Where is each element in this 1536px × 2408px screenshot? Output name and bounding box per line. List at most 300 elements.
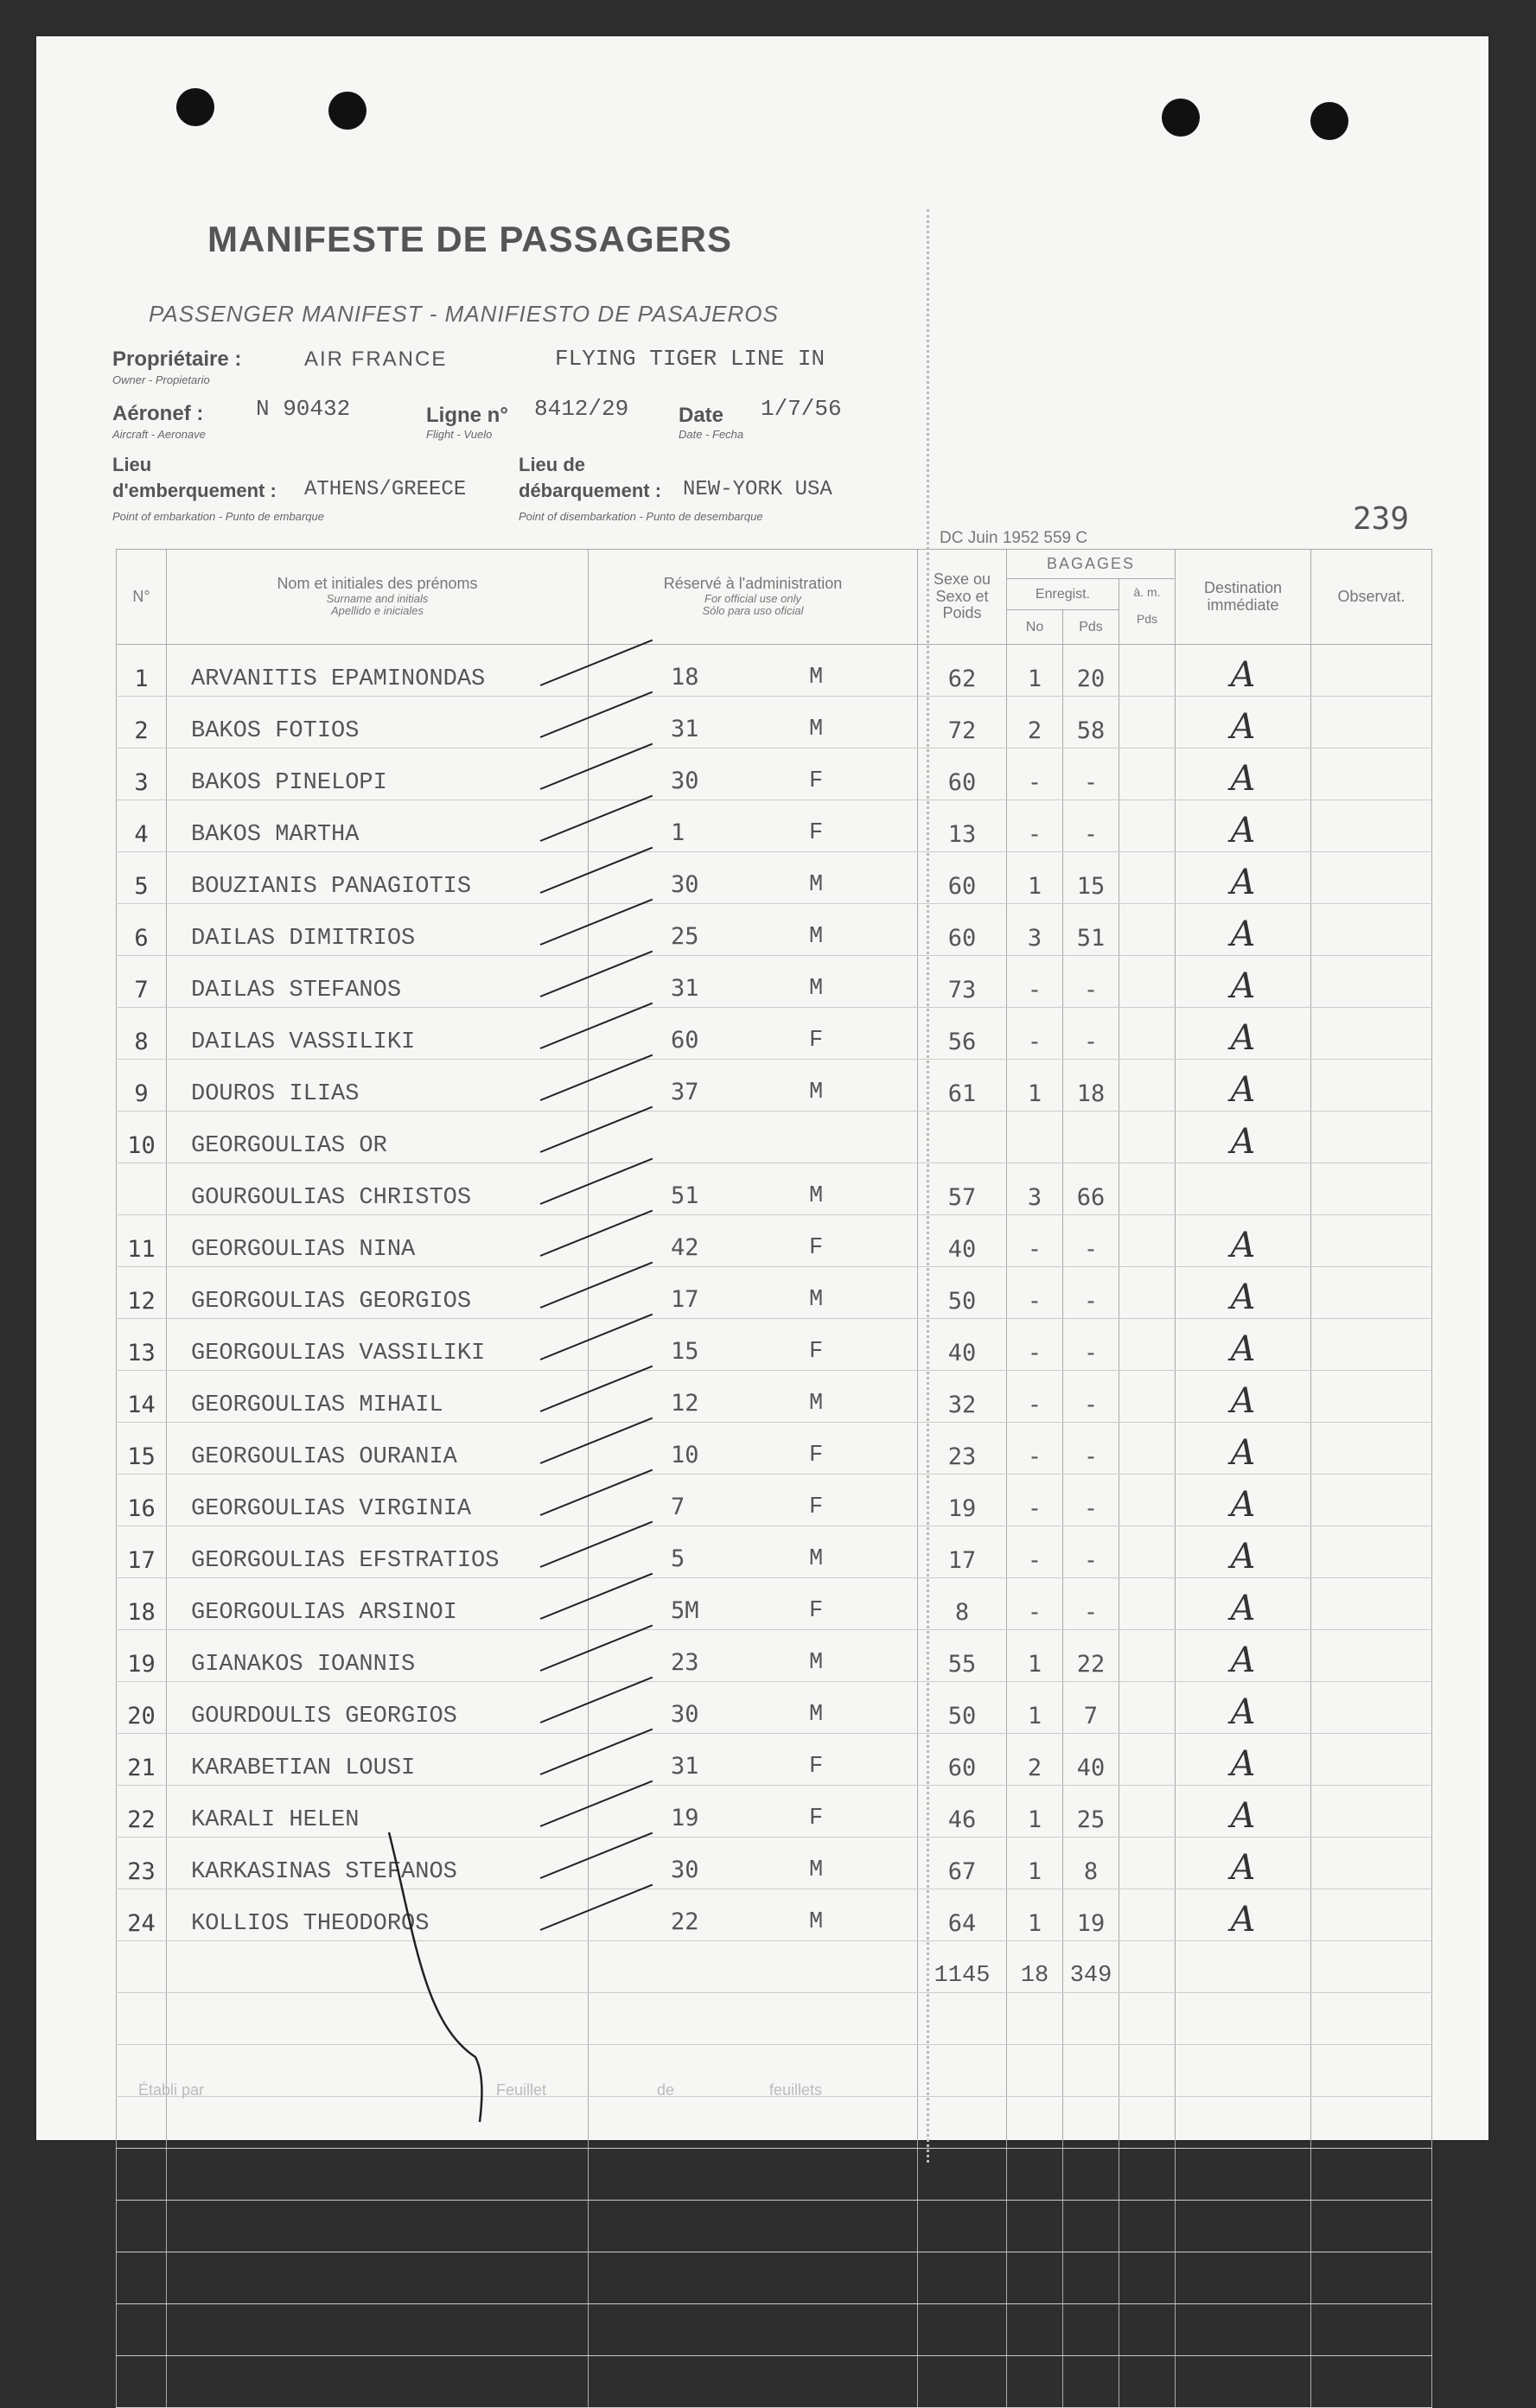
owner-sublabel: Owner - Propietario xyxy=(112,373,210,386)
passenger-sex: F xyxy=(809,1028,824,1054)
passenger-age: 30 xyxy=(671,1701,699,1728)
passenger-admin xyxy=(589,956,918,1008)
empty-cell xyxy=(1176,2149,1311,2201)
empty-cell xyxy=(117,1993,167,2045)
line-label: Ligne n° xyxy=(426,404,508,427)
destination-mark: A xyxy=(1176,1682,1311,1734)
passenger-weight: 17 xyxy=(918,1526,1007,1578)
passenger-row xyxy=(117,1838,1432,1889)
passenger-row xyxy=(117,1112,1432,1163)
observation xyxy=(1311,1163,1432,1215)
baggage-count: - xyxy=(1007,1319,1063,1371)
blank-row xyxy=(117,2097,1432,2149)
passenger-weight: 61 xyxy=(918,1060,1007,1112)
empty-cell xyxy=(1007,2097,1063,2149)
passenger-sex: F xyxy=(809,1443,824,1468)
empty-cell xyxy=(1063,2149,1119,2201)
aircraft-value: N 90432 xyxy=(256,396,351,422)
passenger-name: GOURDOULIS GEORGIOS xyxy=(167,1682,589,1734)
passenger-row xyxy=(117,1163,1432,1215)
observation xyxy=(1311,1578,1432,1630)
spacer xyxy=(589,1941,918,1993)
baggage-weight: - xyxy=(1063,1475,1119,1526)
destination-mark: A xyxy=(1176,1060,1311,1112)
passenger-row xyxy=(117,1267,1432,1319)
total-weight: 1145 xyxy=(918,1941,1007,1993)
observation xyxy=(1311,1008,1432,1060)
passenger-weight: 50 xyxy=(918,1682,1007,1734)
passenger-age: 37 xyxy=(671,1079,699,1105)
hand-baggage xyxy=(1119,800,1176,852)
passenger-name: ARVANITIS EPAMINONDAS xyxy=(167,645,589,697)
footer-prepared-by: Établi par xyxy=(138,2081,205,2099)
empty-cell xyxy=(1176,2252,1311,2304)
passenger-age: 31 xyxy=(671,716,699,742)
hand-baggage xyxy=(1119,1008,1176,1060)
footer-of: de xyxy=(657,2081,675,2099)
observation xyxy=(1311,1267,1432,1319)
passenger-number: 3 xyxy=(117,749,167,800)
destination-mark: A xyxy=(1176,1215,1311,1267)
passenger-weight: 60 xyxy=(918,904,1007,956)
passenger-row xyxy=(117,1423,1432,1475)
passenger-row xyxy=(117,1215,1432,1267)
hand-baggage xyxy=(1119,645,1176,697)
destination-mark: A xyxy=(1176,904,1311,956)
empty-cell xyxy=(918,2097,1007,2149)
passenger-number: 16 xyxy=(117,1475,167,1526)
punch-hole xyxy=(328,92,366,130)
passenger-number: 5 xyxy=(117,852,167,904)
passenger-name: BAKOS PINELOPI xyxy=(167,749,589,800)
passenger-weight: 57 xyxy=(918,1163,1007,1215)
baggage-weight: 51 xyxy=(1063,904,1119,956)
punch-hole xyxy=(1162,99,1200,137)
empty-cell xyxy=(1063,2201,1119,2252)
baggage-count: - xyxy=(1007,1475,1063,1526)
passenger-weight xyxy=(918,1112,1007,1163)
passenger-admin xyxy=(589,1734,918,1786)
passenger-number: 21 xyxy=(117,1734,167,1786)
baggage-weight: - xyxy=(1063,1371,1119,1423)
empty-cell xyxy=(1119,1993,1176,2045)
passenger-number: 20 xyxy=(117,1682,167,1734)
passenger-row xyxy=(117,1526,1432,1578)
baggage-weight: 7 xyxy=(1063,1682,1119,1734)
empty-cell xyxy=(1176,2201,1311,2252)
passenger-row xyxy=(117,956,1432,1008)
empty-cell xyxy=(918,2304,1007,2356)
destination-mark: A xyxy=(1176,645,1311,697)
passenger-age: 31 xyxy=(671,1753,699,1780)
empty-cell xyxy=(589,1993,918,2045)
baggage-count: - xyxy=(1007,1215,1063,1267)
col-admin-en: For official use only xyxy=(704,592,801,606)
hand-baggage xyxy=(1119,1112,1176,1163)
destination-mark: A xyxy=(1176,1423,1311,1475)
baggage-count: - xyxy=(1007,1423,1063,1475)
empty-cell xyxy=(1063,2356,1119,2408)
col-name-en: Surname and initials xyxy=(326,592,429,606)
passenger-weight: 56 xyxy=(918,1008,1007,1060)
blank-row xyxy=(117,2149,1432,2201)
empty-cell xyxy=(589,2304,918,2356)
observation xyxy=(1311,1526,1432,1578)
passenger-sex: F xyxy=(809,768,824,794)
baggage-count: 1 xyxy=(1007,1889,1063,1941)
hand-baggage xyxy=(1119,1267,1176,1319)
empty-cell xyxy=(1007,2304,1063,2356)
empty-cell xyxy=(167,2201,589,2252)
empty-cell xyxy=(1311,2201,1432,2252)
empty-cell xyxy=(918,2201,1007,2252)
col-hand-pds: Pds xyxy=(1136,611,1158,626)
passenger-name: DAILAS DIMITRIOS xyxy=(167,904,589,956)
passenger-name: DAILAS STEFANOS xyxy=(167,956,589,1008)
passenger-name: DOUROS ILIAS xyxy=(167,1060,589,1112)
hand-baggage xyxy=(1119,852,1176,904)
observation xyxy=(1311,1371,1432,1423)
passenger-row xyxy=(117,1889,1432,1941)
baggage-weight: - xyxy=(1063,1578,1119,1630)
baggage-weight: 22 xyxy=(1063,1630,1119,1682)
baggage-weight: 25 xyxy=(1063,1786,1119,1838)
baggage-count: - xyxy=(1007,956,1063,1008)
destination-mark: A xyxy=(1176,1526,1311,1578)
passenger-age: 10 xyxy=(671,1442,699,1468)
passenger-name: GOURGOULIAS CHRISTOS xyxy=(167,1163,589,1215)
passenger-admin xyxy=(589,852,918,904)
line-sublabel: Flight - Vuelo xyxy=(426,428,493,441)
empty-cell xyxy=(1119,2304,1176,2356)
empty-cell xyxy=(1311,2097,1432,2149)
hand-baggage xyxy=(1119,697,1176,749)
passenger-name: GEORGOULIAS MIHAIL xyxy=(167,1371,589,1423)
passenger-age: 1 xyxy=(671,819,685,846)
disembark-label-1: Lieu de xyxy=(519,454,586,475)
baggage-weight: 20 xyxy=(1063,645,1119,697)
passenger-number: 17 xyxy=(117,1526,167,1578)
observation xyxy=(1311,749,1432,800)
passenger-admin xyxy=(589,1630,918,1682)
blank-row xyxy=(117,2201,1432,2252)
spacer xyxy=(1176,1941,1311,1993)
total-bags: 18 xyxy=(1007,1941,1063,1993)
passenger-name: GEORGOULIAS NINA xyxy=(167,1215,589,1267)
hand-baggage xyxy=(1119,1475,1176,1526)
owner-printed: AIR FRANCE xyxy=(304,347,448,371)
passenger-admin xyxy=(589,697,918,749)
destination-mark: A xyxy=(1176,1112,1311,1163)
spacer xyxy=(1119,1941,1176,1993)
observation xyxy=(1311,1734,1432,1786)
hand-baggage xyxy=(1119,1060,1176,1112)
blank-row xyxy=(117,2356,1432,2408)
col-bags-no-header: No xyxy=(1007,610,1063,645)
passenger-sex: F xyxy=(809,1339,824,1365)
passenger-sex: M xyxy=(809,1080,824,1105)
passenger-row xyxy=(117,1786,1432,1838)
baggage-count: - xyxy=(1007,1371,1063,1423)
destination-mark: A xyxy=(1176,1889,1311,1941)
spacer xyxy=(117,1941,167,1993)
destination-mark: A xyxy=(1176,749,1311,800)
blank-row xyxy=(117,1993,1432,2045)
form-reference: DC Juin 1952 559 C xyxy=(940,529,1088,547)
hand-baggage xyxy=(1119,1630,1176,1682)
baggage-weight: - xyxy=(1063,800,1119,852)
destination-mark: A xyxy=(1176,852,1311,904)
passenger-row xyxy=(117,1734,1432,1786)
observation xyxy=(1311,904,1432,956)
passenger-number: 18 xyxy=(117,1578,167,1630)
empty-cell xyxy=(117,2304,167,2356)
passenger-name: GEORGOULIAS EFSTRATIOS xyxy=(167,1526,589,1578)
passenger-age: 42 xyxy=(671,1234,699,1261)
passenger-sex: M xyxy=(809,872,824,898)
owner-label: Propriétaire : xyxy=(112,347,242,371)
passenger-row xyxy=(117,1371,1432,1423)
passenger-name: GEORGOULIAS GEORGIOS xyxy=(167,1267,589,1319)
destination-mark: A xyxy=(1176,697,1311,749)
baggage-count: 2 xyxy=(1007,697,1063,749)
passenger-number: 6 xyxy=(117,904,167,956)
observation xyxy=(1311,1060,1432,1112)
passenger-name: BAKOS MARTHA xyxy=(167,800,589,852)
observation xyxy=(1311,800,1432,852)
passenger-name: KARKASINAS STEFANOS xyxy=(167,1838,589,1889)
passenger-admin xyxy=(589,1371,918,1423)
passenger-row xyxy=(117,852,1432,904)
hand-baggage xyxy=(1119,1163,1176,1215)
blank-row xyxy=(117,2252,1432,2304)
col-baggage-header: BAGAGES xyxy=(1007,550,1176,579)
empty-cell xyxy=(589,2149,918,2201)
blank-row xyxy=(117,2304,1432,2356)
empty-cell xyxy=(589,2201,918,2252)
col-hand-label: à. m. xyxy=(1133,585,1161,599)
passenger-age: 17 xyxy=(671,1286,699,1313)
empty-cell xyxy=(1119,2201,1176,2252)
passenger-admin xyxy=(589,1112,918,1163)
passenger-admin xyxy=(589,1163,918,1215)
empty-cell xyxy=(117,2252,167,2304)
baggage-weight: - xyxy=(1063,1423,1119,1475)
baggage-count: - xyxy=(1007,1526,1063,1578)
destination-mark: A xyxy=(1176,1371,1311,1423)
empty-cell xyxy=(589,2097,918,2149)
passenger-name: KARALI HELEN xyxy=(167,1786,589,1838)
destination-mark xyxy=(1176,1163,1311,1215)
passenger-admin xyxy=(589,1475,918,1526)
col-name-header xyxy=(167,550,589,645)
punch-hole xyxy=(176,88,214,126)
empty-cell xyxy=(167,1993,589,2045)
passenger-weight: 50 xyxy=(918,1267,1007,1319)
hand-baggage xyxy=(1119,1889,1176,1941)
passenger-row xyxy=(117,645,1432,697)
passenger-number: 1 xyxy=(117,645,167,697)
passenger-row xyxy=(117,1682,1432,1734)
col-bags-pds-header: Pds xyxy=(1063,610,1119,645)
passenger-admin xyxy=(589,1423,918,1475)
observation xyxy=(1311,697,1432,749)
destination-mark: A xyxy=(1176,1786,1311,1838)
col-registered-header: Enregist. xyxy=(1007,579,1119,610)
owner-value: FLYING TIGER LINE IN xyxy=(555,346,825,372)
passenger-number: 11 xyxy=(117,1215,167,1267)
destination-mark: A xyxy=(1176,1319,1311,1371)
aircraft-sublabel: Aircraft - Aeronave xyxy=(112,428,206,441)
col-weight-header: Sexe ou Sexo et Poids xyxy=(918,550,1007,645)
hand-baggage xyxy=(1119,1682,1176,1734)
passenger-sex: M xyxy=(809,665,824,691)
baggage-weight: 15 xyxy=(1063,852,1119,904)
passenger-age: 12 xyxy=(671,1390,699,1417)
empty-cell xyxy=(1119,2045,1176,2097)
baggage-weight: - xyxy=(1063,1319,1119,1371)
baggage-count: 1 xyxy=(1007,645,1063,697)
passenger-sex: M xyxy=(809,1287,824,1313)
col-name-es: Apellido e iniciales xyxy=(331,604,424,618)
passenger-sex: M xyxy=(809,976,824,1002)
destination-mark: A xyxy=(1176,1267,1311,1319)
empty-cell xyxy=(1119,2252,1176,2304)
passenger-weight: 23 xyxy=(918,1423,1007,1475)
observation xyxy=(1311,852,1432,904)
passenger-sex: M xyxy=(809,1391,824,1417)
passenger-weight: 8 xyxy=(918,1578,1007,1630)
hand-baggage xyxy=(1119,1526,1176,1578)
passenger-number: 23 xyxy=(117,1838,167,1889)
passenger-rows xyxy=(117,645,1432,2408)
passenger-admin xyxy=(589,1682,918,1734)
destination-mark: A xyxy=(1176,1008,1311,1060)
baggage-weight: - xyxy=(1063,956,1119,1008)
baggage-count: 3 xyxy=(1007,904,1063,956)
hand-baggage xyxy=(1119,1786,1176,1838)
punch-hole xyxy=(1310,102,1348,140)
observation xyxy=(1311,1423,1432,1475)
hand-baggage xyxy=(1119,904,1176,956)
baggage-count: 1 xyxy=(1007,1838,1063,1889)
empty-cell xyxy=(1007,2252,1063,2304)
observation xyxy=(1311,645,1432,697)
empty-cell xyxy=(1063,2097,1119,2149)
passenger-admin xyxy=(589,904,918,956)
passenger-name: GEORGOULIAS OR xyxy=(167,1112,589,1163)
empty-cell xyxy=(589,2252,918,2304)
passenger-age: 51 xyxy=(671,1182,699,1209)
spacer xyxy=(1311,1941,1432,1993)
spacer xyxy=(167,1941,589,1993)
totals-row xyxy=(117,1941,1432,1993)
col-no-header: N° xyxy=(117,550,167,645)
empty-cell xyxy=(1176,2097,1311,2149)
empty-cell xyxy=(918,2252,1007,2304)
passenger-number xyxy=(117,1163,167,1215)
passenger-name: GEORGOULIAS VIRGINIA xyxy=(167,1475,589,1526)
empty-cell xyxy=(117,2356,167,2408)
empty-cell xyxy=(1063,1993,1119,2045)
passenger-sex: F xyxy=(809,1598,824,1624)
passenger-number: 10 xyxy=(117,1112,167,1163)
baggage-count: 1 xyxy=(1007,852,1063,904)
hand-baggage xyxy=(1119,1578,1176,1630)
passenger-weight: 32 xyxy=(918,1371,1007,1423)
bracket-line xyxy=(380,1832,501,2126)
passenger-name: DAILAS VASSILIKI xyxy=(167,1008,589,1060)
passenger-number: 2 xyxy=(117,697,167,749)
observation xyxy=(1311,1215,1432,1267)
observation xyxy=(1311,1475,1432,1526)
date-label: Date xyxy=(679,404,724,427)
date-value: 1/7/56 xyxy=(761,396,842,422)
passenger-admin xyxy=(589,1838,918,1889)
baggage-weight: 18 xyxy=(1063,1060,1119,1112)
empty-cell xyxy=(589,2045,918,2097)
hand-baggage xyxy=(1119,956,1176,1008)
passenger-weight: 73 xyxy=(918,956,1007,1008)
empty-cell xyxy=(117,2097,167,2149)
empty-cell xyxy=(1119,2356,1176,2408)
passenger-row xyxy=(117,1578,1432,1630)
passenger-weight: 60 xyxy=(918,852,1007,904)
line-value: 8412/29 xyxy=(534,396,629,422)
passenger-row xyxy=(117,1319,1432,1371)
passenger-row xyxy=(117,904,1432,956)
observation xyxy=(1311,1630,1432,1682)
empty-cell xyxy=(167,2149,589,2201)
baggage-weight: 19 xyxy=(1063,1889,1119,1941)
empty-cell xyxy=(167,2252,589,2304)
passenger-age: 30 xyxy=(671,1857,699,1883)
empty-cell xyxy=(1119,2097,1176,2149)
col-name-fr: Nom et initiales des prénoms xyxy=(277,575,478,593)
passenger-name: GEORGOULIAS VASSILIKI xyxy=(167,1319,589,1371)
passenger-admin xyxy=(589,1008,918,1060)
hand-baggage xyxy=(1119,1838,1176,1889)
passenger-row xyxy=(117,1630,1432,1682)
baggage-count: 3 xyxy=(1007,1163,1063,1215)
passenger-admin xyxy=(589,1319,918,1371)
observation xyxy=(1311,956,1432,1008)
empty-cell xyxy=(1007,1993,1063,2045)
passenger-weight: 40 xyxy=(918,1319,1007,1371)
destination-mark: A xyxy=(1176,956,1311,1008)
passenger-number: 8 xyxy=(117,1008,167,1060)
observation xyxy=(1311,1838,1432,1889)
empty-cell xyxy=(1119,2149,1176,2201)
hand-baggage xyxy=(1119,1423,1176,1475)
passenger-number: 15 xyxy=(117,1423,167,1475)
empty-cell xyxy=(167,2304,589,2356)
passenger-sex: M xyxy=(809,1183,824,1209)
passenger-sex: M xyxy=(809,924,824,950)
embark-value: ATHENS/GREECE xyxy=(304,478,467,501)
baggage-weight: - xyxy=(1063,1215,1119,1267)
passenger-weight: 13 xyxy=(918,800,1007,852)
passenger-weight: 55 xyxy=(918,1630,1007,1682)
destination-mark: A xyxy=(1176,1578,1311,1630)
destination-mark: A xyxy=(1176,1838,1311,1889)
baggage-count: 1 xyxy=(1007,1682,1063,1734)
baggage-count xyxy=(1007,1112,1063,1163)
passenger-age: 22 xyxy=(671,1908,699,1935)
passenger-name: GEORGOULIAS OURANIA xyxy=(167,1423,589,1475)
passenger-sex: M xyxy=(809,717,824,742)
disembark-value: NEW-YORK USA xyxy=(683,478,832,501)
